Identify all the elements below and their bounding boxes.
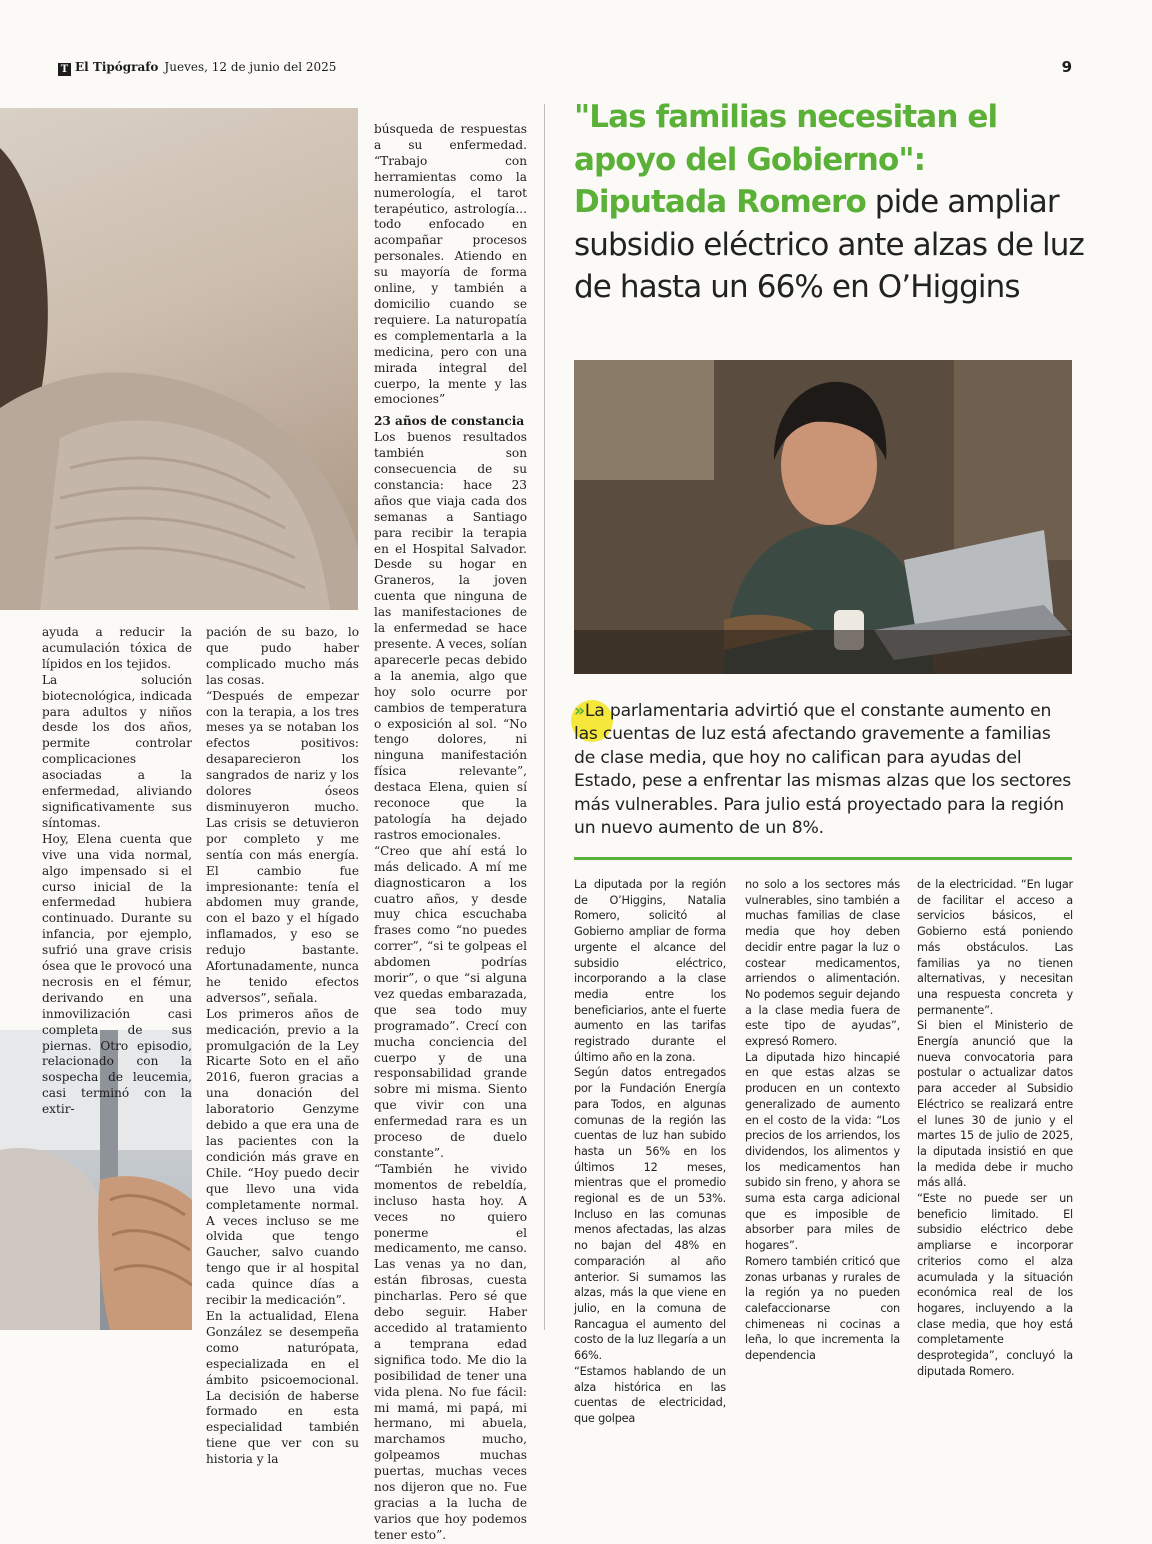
paragraph: Los primeros años de medicación, previo a la promulgación de la Ley Ricarte Soto en el año 2016, fueron gracias a una donación del laboratorio Genzyme debido a que era una de las pacientes con la condición más grave en Chile. “Hoy puedo decir que llevo una vida completamente normal. A veces incluso se me olvida que tengo Gaucher, salvo cuando tengo que ir al hospital cada quince días a recibir la medicación”. <box>206 1006 359 1308</box>
publication-logo-icon: T <box>58 63 71 76</box>
deputy-at-laptop-illustration <box>574 360 1072 674</box>
paragraph: ayuda a reducir la acumulación tóxica de lípidos en los tejidos. <box>42 625 192 671</box>
lead-marker-icon: » <box>574 701 585 721</box>
paragraph: “También he vivido momentos de rebeldía, incluso hasta hoy. A veces no quiero ponerme el medicamento, me canso. Las venas ya no dan, están fibrosas, cuesta pincharlas. Pero sé que debo seguir. Haber accedido al tratamiento a temprana edad significa todo. Me dio la posibilidad de tener una vida plena. No fue fácil: mi mamá, mi papá, mi hermano, mi abuela, marchamos mucho, golpeamos muchas puertas, muchas veces nos dijeron que no. Fue gracias a la lucha de varios que hoy podemos tener esto”. <box>374 1161 527 1542</box>
right-article-column-3 <box>917 877 1073 1380</box>
paragraph: de la electricidad. “En lugar de facilitar el acceso a servicios básicos, el Gobierno está poniendo más obstáculos. Las familias ya no tienen alternativas, y necesitan una respuesta concreta y permanente”. <box>917 878 1073 1017</box>
left-article-column-1 <box>42 625 192 1118</box>
woman-portrait-illustration <box>0 108 358 610</box>
paragraph: Romero también criticó que zonas urbanas y rurales de la región ya no pueden calefaccionarse con chimeneas ni cocinas a leña, lo que incrementa la dependencia <box>745 1254 900 1363</box>
paragraph: búsqueda de respuestas a su enfermedad. “Trabajo con herramientas como la numerología, el tarot terapéutico, astrología... todo enfocado en acompañar procesos personales. Atiendo en su mayoría de forma online, y también a domicilio cuando se requiere. La naturopatía es complementarla a la medicina, pero con una mirada integral del cuerpo, la mente y las emociones” <box>374 122 527 407</box>
paragraph: Según datos entregados por la Fundación Energía para Todos, en algunas comunas de la región las cuentas de luz han subido hasta un 56% en los últimos 12 meses, mientras que el promedio regional es de un 53%. Incluso en las comunas menos afectadas, las alzas no bajan del 48% en comparación al año anterior. Si sumamos las alzas, más la que viene en julio, en la comuna de Rancagua el aumento del costo de la luz llegaría a un 66%. <box>574 1066 726 1363</box>
paragraph: Los buenos resultados también son consecuencia de su constancia: hace 23 años que viaja cada dos semanas a Santiago para recibir la terapia en el Hospital Salvador. Desde su hogar en Graneros, la joven cuenta que ninguna de las manifestaciones de la enfermedad se hace presente. A veces, solían aparecerle pecas debido a la anemia, algo que hoy solo ocurre por cambios de temperatura o exposición al sol. “No tengo dolores, ni ninguna manifestación física relevante”, destaca Elena, quien sí reconoce que la patología ha dejado rastros emocionales. <box>374 430 527 842</box>
lead-text: La parlamentaria advirtió que el constante aumento en las cuentas de luz está afectando gravemente a familias de clase media, que hoy no califican para ayudas del Estado, pese a enfrentar las mismas alzas que los sectores más vulnerables. Para julio está proyectado para la región un nuevo aumento de un 8%. <box>574 701 1071 839</box>
section-divider <box>574 857 1072 860</box>
right-article-column-2 <box>745 877 900 1364</box>
column-divider <box>544 104 545 1330</box>
article-lead <box>574 700 1074 840</box>
left-article-column-2 <box>206 625 359 1468</box>
paragraph: Hoy, Elena cuenta que vive una vida normal, algo impensado si el curso inicial de la enfermedad hubiera continuado. Durante su infancia, por ejemplo, sufrió una grave crisis ósea que le provocó una necrosis en el fémur, derivando en una inmovilización casi completa de sus piernas. Otro episodio, relacionado con la sospecha de leucemia, casi terminó con la extir- <box>42 831 192 1117</box>
paragraph: “Este no puede ser un beneficio limitado. El subsidio eléctrico debe ampliarse e incorporar criterios como el alza acumulada y la situación económica real de los hogares, incluyendo a la clase media, que hoy está completamente desprotegida”, concluyó la diputada Romero. <box>917 1192 1073 1378</box>
article-headline <box>574 96 1084 309</box>
paragraph: “Creo que ahí está lo más delicado. A mí me diagnosticaron a los cuatro años, y desde muy chica escuchaba frases como “no puedes correr”, “si te golpeas el abdomen podrías morir”, o que “si alguna vez quedas embarazada, que sea todo muy programado”. Crecí con mucha conciencia del cuerpo y de una responsabilidad grande sobre mi misma. Siento que vivir con una enfermedad rara es un proceso de duelo constante”. <box>374 843 527 1160</box>
publication-name: El Tipógrafo <box>75 60 159 74</box>
paragraph: La solución biotecnológica, indicada para adultos y niños desde los dos años, permite controlar complicaciones asociadas a la enfermedad, aliviando significativamente sus síntomas. <box>42 672 192 830</box>
paragraph: La diputada hizo hincapié en que estas alzas se producen en un contexto generalizado de aumento en el costo de la vida: “Los precios de los arriendos, los dividendos, los alimentos y los medicamentos han subido sin freno, y ahora se suma esta carga adicional que es imposible de absorber para miles de hogares”. <box>745 1050 900 1253</box>
paragraph: “Estamos hablando de un alza histórica en las cuentas de electricidad, que golpea <box>574 1364 726 1425</box>
page-number: 9 <box>1061 58 1072 76</box>
headline-rest: pide ampliar subsidio eléctrico ante alzas de luz de hasta un 66% en O’Higgins <box>574 184 1084 305</box>
left-article-column-3 <box>374 122 527 1544</box>
woman-portrait-photo <box>0 108 358 610</box>
right-article-column-1 <box>574 877 726 1427</box>
paragraph: En la actualidad, Elena González se desempeña como naturópata, especializada en el ámbito psicoemocional. La decisión de haberse formado en esta especialidad también tiene que ver con su historia y la <box>206 1308 359 1467</box>
paragraph: no solo a los sectores más vulnerables, sino también a muchas familias de clase media que hoy deben decidir entre pagar la luz o costear medicamentos, arriendos o alimentación. No podemos seguir dejando a la clase media fuera de este tipo de ayudas”, expresó Romero. <box>745 878 900 1049</box>
paragraph: “Después de empezar con la terapia, a los tres meses ya se notaban los efectos positivos: desaparecieron los sangrados de nariz y los dolores óseos disminuyeron mucho. Las crisis se detuvieron por completo y me sentía con más energía. El cambio fue impresionante: tenía el abdomen muy grande, con el bazo y el hígado inflamados, y eso se redujo bastante. Afortunadamente, nunca he tenido efectos adversos”, señala. <box>206 688 359 1005</box>
masthead <box>58 60 336 76</box>
paragraph: La diputada por la región de O’Higgins, Natalia Romero, solicitó al Gobierno ampliar de forma urgente el alcance del subsidio eléctrico, incorporando a la clase media entre los beneficiarios, ante el fuerte aumento en las tarifas registrado durante el último año en la zona. <box>574 878 726 1064</box>
paragraph: pación de su bazo, lo que pudo haber complicado mucho más las cosas. <box>206 625 359 687</box>
headline-quote: "Las familias necesitan el apoyo del Gobierno": Diputada Romero <box>574 99 998 220</box>
issue-date: Jueves, 12 de junio del 2025 <box>164 60 337 74</box>
section-subheading: 23 años de constancia <box>374 414 525 429</box>
paragraph: Si bien el Ministerio de Energía anunció que la nueva convocatoria para postular o actualizar datos para acceder al Subsidio Eléctrico se realizará entre el lunes 30 de junio y el martes 15 de julio de 2025, la diputada insistió en que la medida debe ir mucho más allá. <box>917 1019 1073 1190</box>
deputy-romero-photo <box>574 360 1072 674</box>
